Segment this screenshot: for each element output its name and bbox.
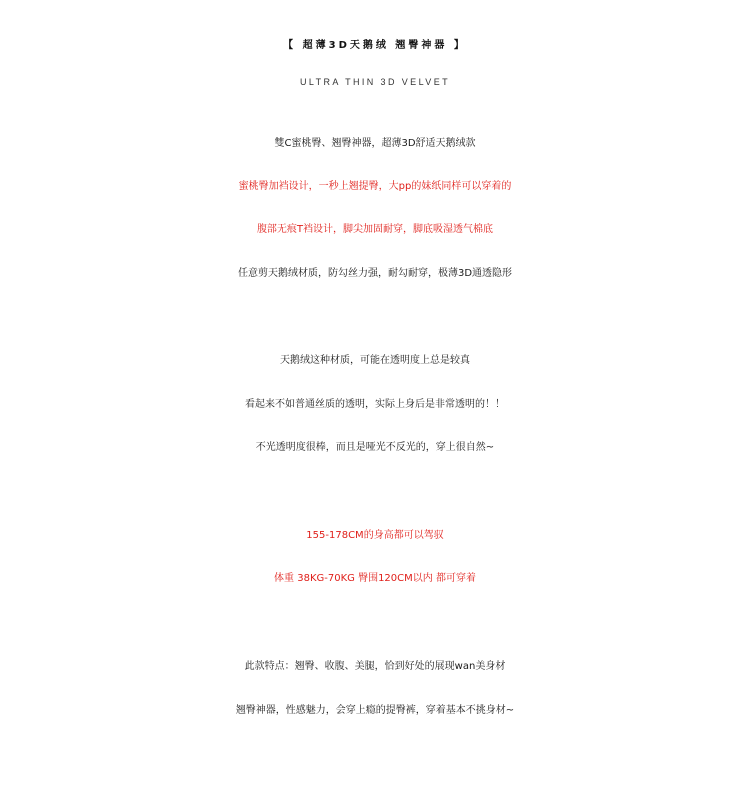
description-line: 不光透明度很棒，而且是哑光不反光的，穿上很自然~ <box>255 442 495 453</box>
size-range-line: 155-178CM的身高都可以驾驭 <box>306 530 444 541</box>
description-line-highlight: 腹部无痕T裆设计，脚尖加固耐穿，脚底吸湿透气棉底 <box>256 224 494 235</box>
size-range-line: 体重 38KG-70KG 臀围120CM以内 都可穿着 <box>274 573 476 584</box>
feature-line: 翘臀神器，性感魅力，会穿上瘾的提臀裤，穿着基本不挑身材~ <box>235 705 515 716</box>
feature-line: 此款特点：翘臀、收腹、美腿，恰到好处的展现wan美身材 <box>244 661 506 672</box>
description-line: 天鹅绒这种材质，可能在透明度上总是较真 <box>280 355 470 366</box>
description-line: 雙C蜜桃臀、翘臀神器，超薄3D舒适天鹅绒款 <box>274 138 476 149</box>
description-line-highlight: 蜜桃臀加裆设计，一秒上翘提臀，大pp的妹纸同样可以穿着的 <box>238 181 512 192</box>
page-title: 【 超薄3D天鹅绒 翘臀神器 】 <box>283 40 467 51</box>
description-line: 看起来不如普通丝质的透明，实际上身后是非常透明的！！ <box>245 399 505 410</box>
description-line: 任意剪天鹅绒材质，防勾丝力强，耐勾耐穿，极薄3D通透隐形 <box>237 268 513 279</box>
page-subtitle: ULTRA THIN 3D VELVET <box>299 77 451 87</box>
